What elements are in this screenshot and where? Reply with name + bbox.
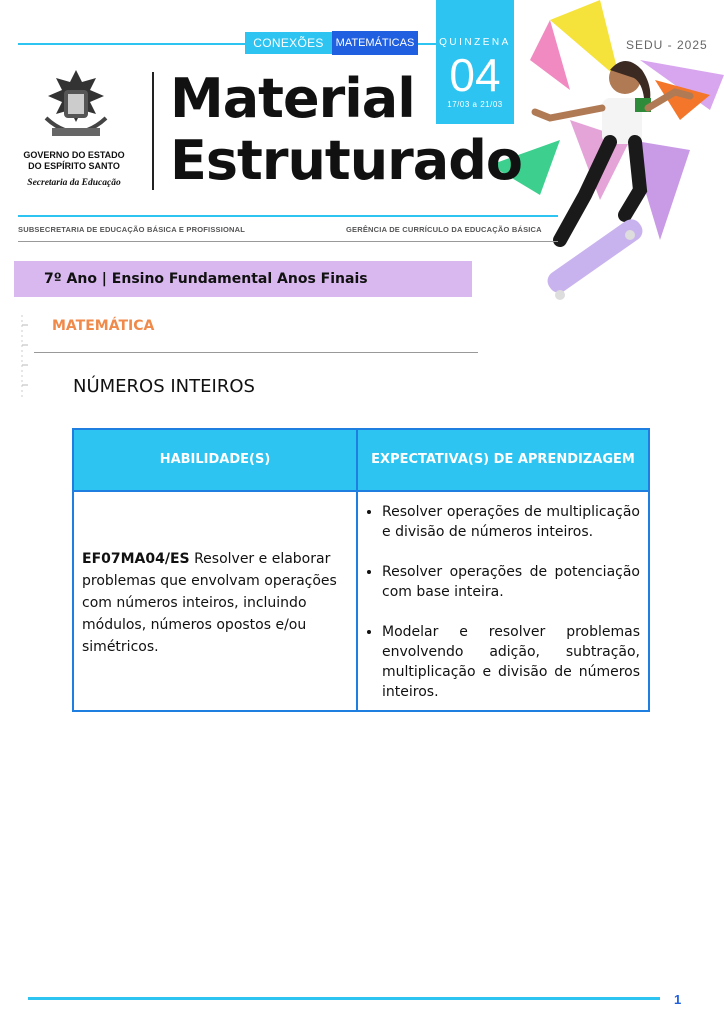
- conexoes-badge: CONEXÕES: [245, 32, 332, 54]
- subsecretaria-label: SUBSECRETARIA DE EDUCAÇÃO BÁSICA E PROFISSIONAL: [18, 225, 246, 234]
- list-item: • Modelar e resolver problemas envolvendo adição, subtração, multiplicação e divisão de números inteiros.: [382, 622, 640, 702]
- header-rule: [18, 215, 558, 217]
- government-name: [18, 150, 130, 172]
- expectations-list: [366, 502, 640, 702]
- subheader-rule: [18, 241, 558, 242]
- expectations-cell: [366, 502, 640, 722]
- expectativas-header: EXPECTATIVA(S) DE APRENDIZAGEM: [358, 430, 648, 490]
- secretaria-label: Secretaria da Educação: [27, 178, 121, 188]
- subject-rule: [34, 352, 478, 353]
- title-line-1: Material: [170, 67, 415, 130]
- skill-code: EF07MA04/ES: [82, 551, 190, 567]
- coat-of-arms-icon: [38, 68, 114, 146]
- skill-cell: [82, 548, 348, 658]
- table-header-rule: [74, 490, 648, 492]
- government-line-1: GOVERNO DO ESTADO: [23, 150, 125, 160]
- list-item: • Resolver operações de multiplicação e divisão de números inteiros.: [382, 502, 640, 542]
- quinzena-label: QUINZENA: [439, 37, 511, 48]
- habilidades-header: HABILIDADE(S): [74, 430, 358, 490]
- grade-bar: 7º Ano | Ensino Fundamental Anos Finais: [14, 261, 472, 297]
- skater-illustration-icon: [490, 0, 724, 310]
- title-line-2: Estruturado: [170, 129, 522, 192]
- footer-rule: [28, 997, 660, 1000]
- header-divider: [152, 72, 154, 190]
- subject-label: MATEMÁTICA: [52, 318, 155, 334]
- gerencia-label: GERÊNCIA DE CURRÍCULO DA EDUCAÇÃO BÁSICA: [346, 225, 542, 234]
- ruler-ticks-icon: [20, 315, 30, 400]
- top-rule: [18, 43, 246, 45]
- skill-text: Resolver e elaborar problemas que envolvam operações com números inteiros, incluindo módulos, números opostos e/ou simétricos.: [82, 551, 337, 655]
- page-number: 1: [674, 992, 682, 1007]
- skills-table: [72, 428, 650, 712]
- table-column-rule: [356, 490, 358, 710]
- matematicas-badge: MATEMÁTICAS: [332, 31, 418, 55]
- quinzena-dates: 17/03 a 21/03: [447, 100, 503, 109]
- government-line-2: DO ESPÍRITO SANTO: [28, 161, 120, 171]
- list-item: • Resolver operações de potenciação com base inteira.: [382, 562, 640, 602]
- top-rule-right: [415, 43, 437, 45]
- quinzena-number: 04: [449, 49, 501, 101]
- topic-title: NÚMEROS INTEIROS: [73, 376, 255, 397]
- sedu-label: SEDU - 2025: [626, 38, 708, 52]
